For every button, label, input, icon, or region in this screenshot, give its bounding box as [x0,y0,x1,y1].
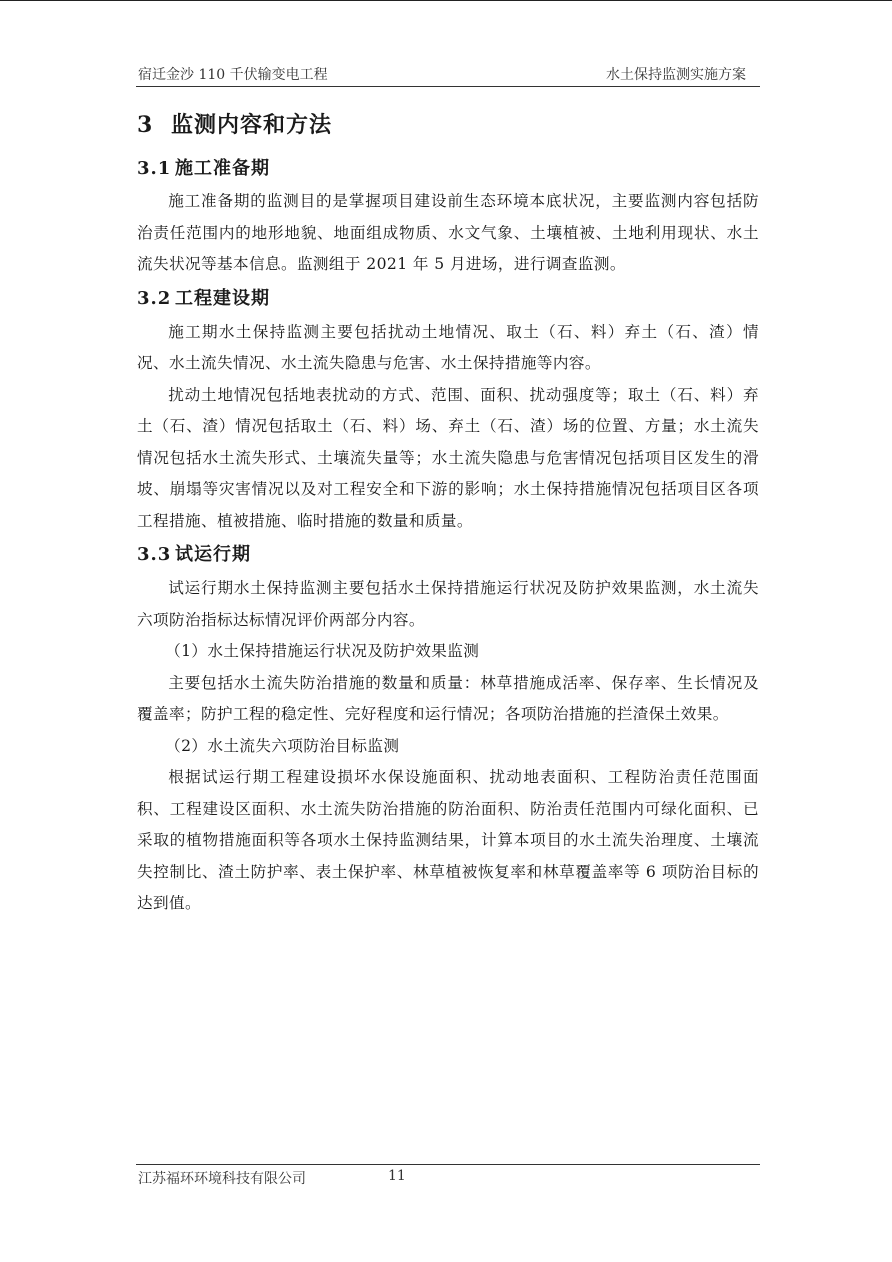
paragraph: 根据试运行期工程建设损坏水保设施面积、扰动地表面积、工程防治责任范围面积、工程建设区面积、水土流失防治措施的防治面积、防治责任范围内可绿化面积、已采取的植物措施面积等各项水土保持监测结果，计算本项目的水土流失治理度、土壤流失控制比、渣土防护率、表土保护率、林草植被恢复率和林草覆盖率等 6 项防治目标的达到值。 [137,768,759,912]
header-project-name: 宿迁金沙 110 千伏输变电工程 [138,67,328,83]
list-item-title: （1）水土保持措施运行状况及防护效果监测 [165,642,480,660]
section-number: 3.2 [137,287,172,309]
paragraph: 主要包括水土流失防治措施的数量和质量：林草措施成活率、保存率、生长情况及覆盖率；防护工程的稳定性、完好程度和运行情况；各项防治措施的拦渣保土效果。 [137,673,759,723]
chapter-number: 3 [137,112,154,138]
section-number: 3.3 [137,544,172,565]
footer-company-name: 江苏福环环境科技有限公司 [138,1171,306,1187]
list-item-title: （2）水土流失六项防治目标监测 [165,736,400,755]
paragraph: 施工期水土保持监测主要包括扰动土地情况、取土（石、料）弃土（石、渣）情况、水土流失情况、水土流失隐患与危害、水土保持措施等内容。 [137,322,759,372]
section-heading-3-1 [137,152,759,186]
chapter-heading [137,106,759,144]
section-heading-3-3 [137,537,759,573]
paragraph: 试运行期水土保持监测主要包括水土保持措施运行状况及防护效果监测，水土流失六项防治指标达标情况评价两部分内容。 [137,579,759,629]
page-content [137,106,759,920]
section-title: 工程建设期 [175,287,270,309]
footer-rule [136,1164,760,1165]
header-rule [136,86,760,87]
header-document-title: 水土保持监测实施方案 [606,67,746,83]
paragraph: 施工准备期的监测目的是掌握项目建设前生态环境本底状况，主要监测内容包括防治责任范围内的地形地貌、地面组成物质、水文气象、土壤植被、土地利用现状、水土流失状况等基本信息。监测组于 2021 年 5 月进场，进行调查监测。 [137,192,759,273]
chapter-title: 监测内容和方法 [171,112,333,138]
section-heading-3-2 [137,281,759,317]
section-title: 试运行期 [175,544,251,565]
section-number: 3.1 [137,158,172,179]
page-number: 11 [388,1168,406,1184]
page-header [136,64,760,84]
paragraph: 扰动土地情况包括地表扰动的方式、范围、面积、扰动强度等；取土（石、料）弃土（石、渣）情况包括取土（石、料）场、弃土（石、渣）场的位置、方量；水土流失情况包括水土流失形式、土壤流失量等；水土流失隐患与危害情况包括项目区发生的滑坡、崩塌等灾害情况以及对工程安全和下游的影响；水土保持措施情况包括项目区各项工程措施、植被措施、临时措施的数量和质量。 [137,385,759,530]
section-title: 施工准备期 [175,158,270,179]
top-border [0,0,892,1]
